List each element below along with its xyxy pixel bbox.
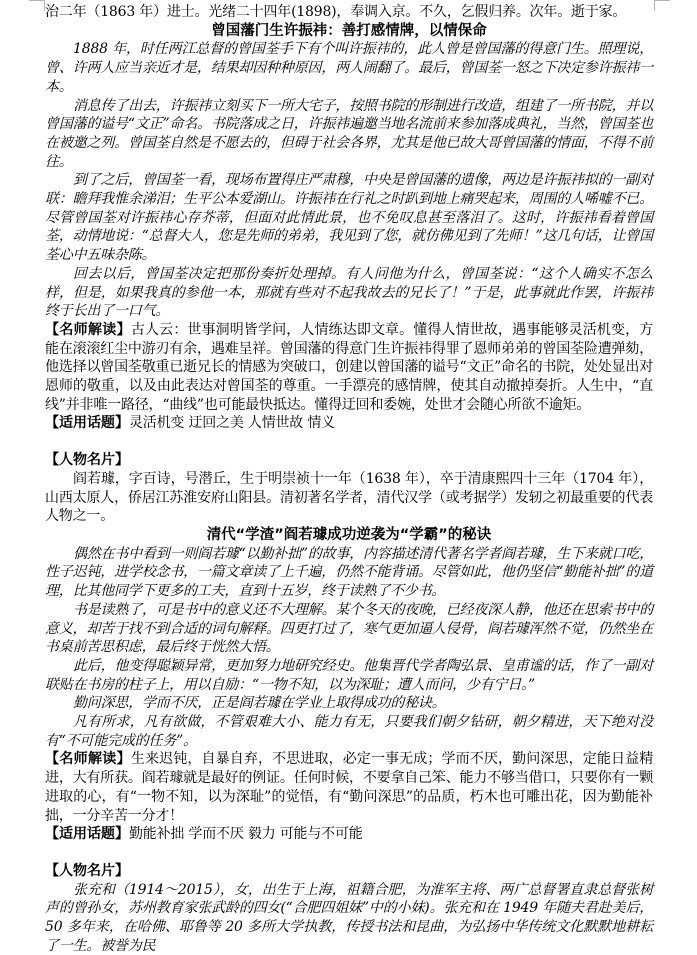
profile-label: 【人物名片】 [45,862,129,879]
article1-topics [45,414,653,433]
page-continuation-line: 治二年（1863 年）进士。光绪二十四年(1898)，奉调入京。不久，乞假归养。次年。逝于家。 [45,4,627,20]
article2-paragraph-3: 此后，他变得聪颖异常，更加努力地研究经史。他集晋代学者陶弘景、皇甫谧的话，作了一副对联贴在书房的柱子上，用以自励：“一物不知，以为深耻；遭人而问，少有宁日。” [45,657,653,693]
analysis-text: 生来迟钝，自暴自弃，不思进取，必定一事无成；学而不厌，勤问深思，定能日益精进，大有所获。阎若璩就是最好的例证。任何时候，不要拿自己笨、能力不够当借口，只要你有一颗进取的心，有“一物不知，以为深耻”的觉悟，有“勤问深思”的品质，朽木也可雕出花，因为勤能补拙，一分辛苦一分才！ [45,751,653,824]
analysis-label: 【名师解读】 [45,751,131,768]
article1-paragraph-2: 消息传了出去，许振祎立刻买下一所大宅子，按照书院的形制进行改造，组建了一所书院，并以曾国藩的谥号“文正”命名。书院落成之日，许振祎遍邀当地名流前来参加落成典礼，当然，曾国荃也在被邀之列。曾国荃自然是不愿去的，但碍于社会各界，尤其是他已故大哥曾国藩的情面，不得不前往。 [45,97,653,170]
article1-paragraph-1: 1888 年，时任两江总督的曾国荃手下有个叫许振祎的，此人曾是曾国藩的得意门生。照理说，曾、许两人应当亲近才是，结果却因种种原因，两人闹翻了。最后，曾国荃一怒之下决定参许振祎一本。 [45,41,653,95]
topics-label: 【适用话题】 [45,415,129,432]
section-gap [45,433,653,451]
section-gap [45,844,653,862]
text-boundary-mark-top-right [654,0,670,11]
analysis-label: 【名师解读】 [45,321,131,338]
article1-title: 曾国藩门生许振祎：善打感情牌，以情保命 [211,22,487,39]
topics-label: 【适用话题】 [45,826,129,843]
profile1-heading [45,451,653,470]
article1-paragraph-3: 到了之后，曾国荃一看，现场布置得庄严肃穆，中央是曾国藩的遗像，两边是许振祎拟的一副对联：瞻拜我惟余涕泪；生平公本爱湖山。许振祎在行礼之时趴到地上痛哭起来，周围的人唏嘘不已。尽管曾国荃对许振祎心存芥蒂，但面对此情此景，也不免叹息甚至落泪了。这时，许振祎看着曾国荃，动情地说：“总督大人，您是先师的弟弟，我见到了您，就仿佛见到了先师！”这几句话，让曾国荃心中五味杂陈。 [45,172,653,264]
article2-analysis [45,750,653,825]
topics-text: 灵活机变 迂回之美 人情世故 情义 [129,415,335,432]
profile1-bio: 阎若璩，字百诗，号潜丘，生于明崇祯十一年（1638 年），卒于清康熙四十三年（1704 年），山西太原人，侨居江苏淮安府山阳县。清初著名学者，清代汉学（或考据学）发轫之初最重要的代表人物之一。 [45,470,653,525]
article2-paragraph-1: 偶然在书中看到一则阎若璩“以勤补拙”的故事，内容描述清代著名学者阎若璩，生下来就口吃，性子迟钝，进学校念书，一篇文章读了上千遍，仍然不能背诵。尽管如此，他仍坚信“勤能补拙”的道理，比其他同学下更多的工夫，直到十五岁，终于读熟了不少书。 [45,545,653,600]
topics-text: 勤能补拙 学而不厌 毅力 可能与不可能 [129,826,363,843]
profile-label: 【人物名片】 [45,452,129,469]
article2-title: 清代“学渣”阎若璩成功逆袭为“学霸”的秘诀 [206,526,492,543]
analysis-text: 古人云：世事洞明皆学问，人情练达即文章。懂得人情世故，遇事能够灵活机变，方能在滚滚红尘中游刃有余，遇难呈祥。曾国藩的得意门生许振祎得罪了恩师弟弟的曾国荃险遭弹劾，他选择以曾国荃敬重已逝兄长的情感为突破口，创建以曾国藩的谥号“文正”命名的书院，处处显出对恩师的敬重，以及由此表达对曾国荃的尊重。一手漂亮的感情牌，使其自动撤掉奏折。人生中，“直线”并非唯一路径，“曲线”也可能最快抵达。懂得迂回和委婉，处世才会随心所欲不逾矩。 [45,321,653,413]
article2-paragraph-5: 凡有所求，凡有欲做，不管艰难大小、能力有无，只要我们朝夕钻研，朝夕精进，天下绝对没有“不可能完成的任务”。 [45,714,653,749]
text-boundary-mark-top-left [29,0,45,11]
article2-paragraph-2: 书是读熟了，可是书中的意义还不大理解。某个冬天的夜晚，已经夜深人静，他还在思索书中的意义，却苦于找不到合适的词句解释。四更打过了，寒气更加逼人侵骨，阎若璩浑然不觉，仍然坐在书桌前苦思积虑，最后终于恍然大悟。 [45,601,653,656]
profile2-bio: 张充和（1914～2015），女，出生于上海，祖籍合肥，为淮军主将、两广总督署直隶总督张树声的曾孙女，苏州教育家张武龄的四女(“合肥四姐妹”中的小妹)。张充和在 1949 年随夫君赴美后，50 多年来，在哈佛、耶鲁等 20 多所大学执教，传授书法和昆曲，为弘扬中华传统文化默默地耕耘了一生。被誉为民 [45,881,653,954]
profile2-heading [45,862,653,881]
article1-paragraph-4: 回去以后，曾国荃决定把那份奏折处理掉。有人问他为什么，曾国荃说：“这个人确实不怎么样，但是，如果我真的参他一本，那就有些对不起我故去的兄长了！”于是，此事就此作罢，许振祎终于长出了一口气。 [45,265,653,320]
article2-topics [45,825,653,844]
article2-paragraph-4: 勤问深思，学而不厌，正是阎若璩在学业上取得成功的秘诀。 [73,695,446,712]
article1-analysis [45,321,653,415]
